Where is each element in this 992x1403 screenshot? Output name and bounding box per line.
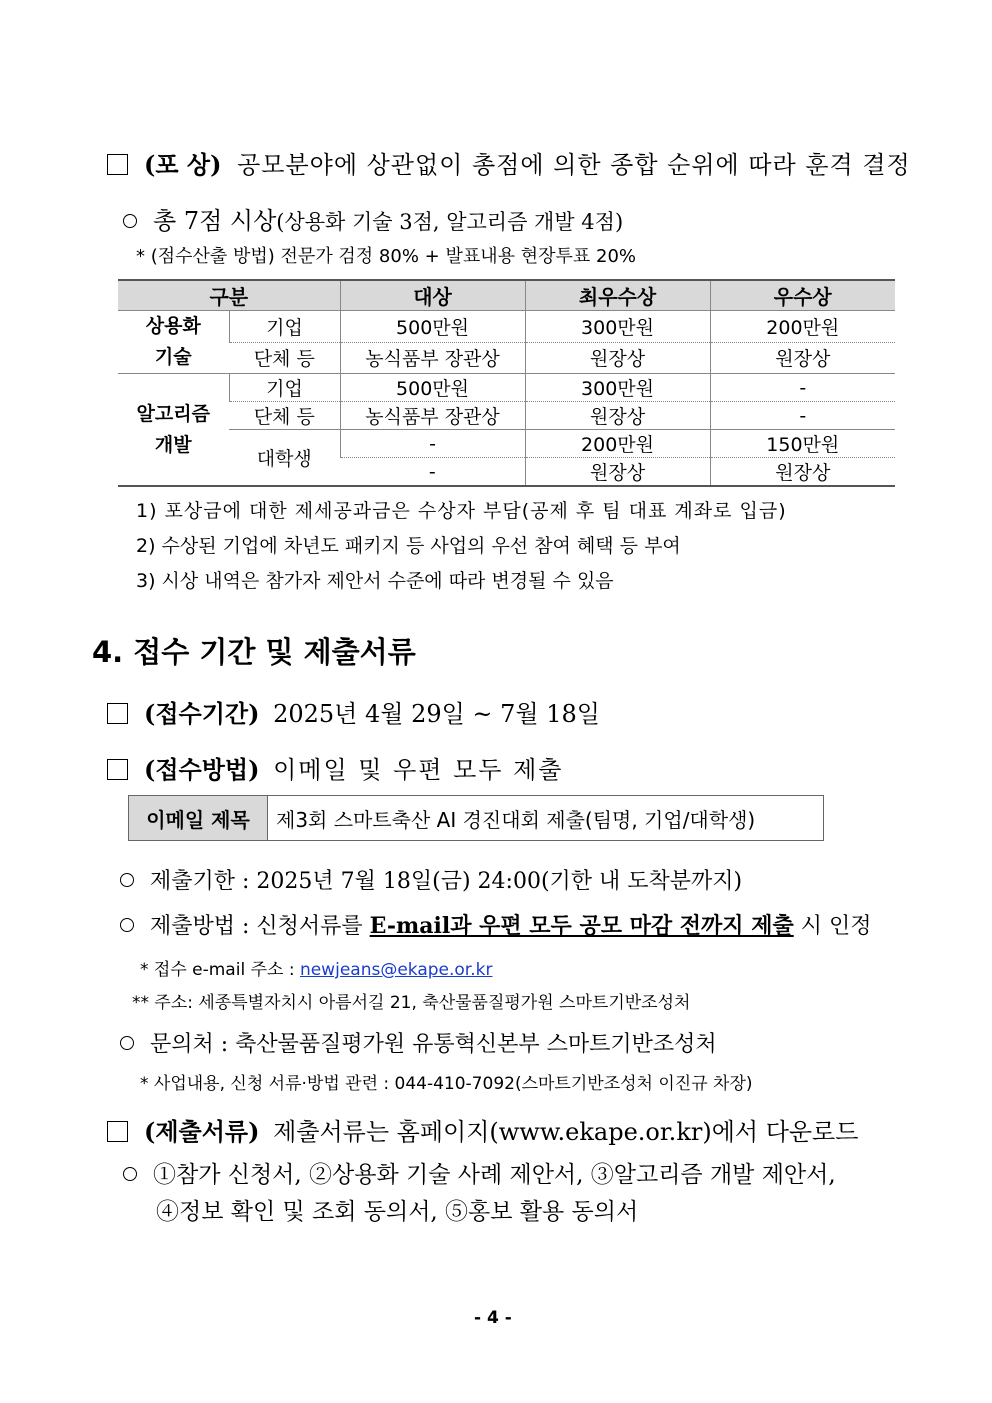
header-grand-prize: 대상 bbox=[340, 280, 525, 311]
submit-method-post: 시 인정 bbox=[793, 914, 872, 939]
address-note: ** 주소: 세종특별자치시 아름서길 21, 축산물품질평가원 스마트기반조성처 bbox=[132, 993, 691, 1013]
award-heading bbox=[107, 145, 911, 180]
email-subject-value: 제3회 스마트축산 AI 경진대회 제출(팀명, 기업/대학생) bbox=[276, 807, 756, 832]
table-row bbox=[118, 430, 895, 458]
table-cell: 300만원 bbox=[525, 374, 710, 402]
docs-list-text-1: ①참가 신청서, ②상용화 기술 사례 제안서, ③알고리즘 개발 제안서, bbox=[153, 1162, 836, 1188]
page-number: - 4 - bbox=[474, 1308, 512, 1328]
period-line bbox=[107, 694, 600, 729]
table-cell: 원장상 bbox=[525, 402, 710, 430]
group-label-line: 개발 bbox=[154, 433, 192, 456]
table-row bbox=[118, 342, 895, 374]
table-cell: 150만원 bbox=[710, 430, 895, 458]
award-note-1: 1) 포상금에 대한 제세공과금은 수상자 부담(공제 후 팀 대표 계좌로 입금) bbox=[136, 500, 787, 522]
docs-text: 제출서류는 홈페이지(www.ekape.or.kr)에서 다운로드 bbox=[273, 1118, 859, 1146]
email-subject-label: 이메일 제목 bbox=[129, 796, 268, 840]
square-bullet-icon bbox=[107, 703, 128, 724]
square-bullet-icon bbox=[107, 759, 128, 780]
table-row bbox=[118, 402, 895, 430]
award-note-2: 2) 수상된 기업에 차년도 패키지 등 사업의 우선 참여 혜택 등 부여 bbox=[136, 535, 681, 557]
header-excellence-prize: 최우수상 bbox=[525, 280, 710, 311]
table-cell: 원장상 bbox=[710, 458, 895, 487]
email-link[interactable]: newjeans@ekape.or.kr bbox=[299, 960, 493, 980]
table-cell: 300만원 bbox=[525, 311, 710, 343]
contact-note: * 사업내용, 신청 서류·방법 관련 : 044-410-7092(스마트기반조성처 이진규 차장) bbox=[140, 1074, 753, 1094]
award-note-3: 3) 시상 내역은 참가자 제안서 수준에 따라 변경될 수 있음 bbox=[136, 570, 614, 592]
award-total-main: 총 7점 시상 bbox=[153, 207, 277, 235]
table-cell: 원장상 bbox=[525, 342, 710, 374]
group-commercial-tech bbox=[118, 311, 229, 374]
period-text: 2025년 4월 29일 ~ 7월 18일 bbox=[273, 700, 600, 728]
table-cell: 200만원 bbox=[710, 311, 895, 343]
header-category: 구분 bbox=[118, 280, 340, 311]
table-row bbox=[118, 374, 895, 402]
square-bullet-icon bbox=[107, 154, 128, 175]
deadline-text: 제출기한 : 2025년 7월 18일(금) 24:00(기한 내 도착분까지) bbox=[150, 869, 743, 894]
table-cell: 200만원 bbox=[525, 430, 710, 458]
table-cell: 농식품부 장관상 bbox=[340, 402, 525, 430]
submit-method-pre: 제출방법 : 신청서류를 bbox=[150, 914, 370, 939]
group-label-line: 기술 bbox=[154, 346, 192, 368]
method-label: (접수방법) bbox=[144, 755, 260, 784]
contact-line bbox=[120, 1027, 717, 1058]
docs-list-line-1 bbox=[123, 1156, 836, 1189]
table-cell: - bbox=[340, 430, 525, 458]
sub-university: 대학생 bbox=[256, 448, 312, 470]
circle-bullet-icon bbox=[123, 1167, 137, 1181]
sub-group: 단체 등 bbox=[229, 402, 340, 430]
table-cell: - bbox=[428, 460, 436, 483]
table-header-row bbox=[118, 280, 895, 311]
table-cell: 500만원 bbox=[340, 311, 525, 343]
method-text: 이메일 및 우편 모두 제출 bbox=[273, 756, 564, 784]
docs-label: (제출서류) bbox=[144, 1117, 260, 1146]
email-note-label: * 접수 e-mail 주소 : bbox=[140, 960, 300, 980]
sub-company: 기업 bbox=[229, 311, 340, 343]
table-row bbox=[118, 311, 895, 343]
circle-bullet-icon bbox=[120, 873, 134, 887]
table-cell: 원장상 bbox=[525, 458, 710, 487]
submit-method-emphasis: E-mail과 우편 모두 공모 마감 전까지 제출 bbox=[369, 913, 794, 939]
award-total-detail: (상용화 기술 3점, 알고리즘 개발 4점) bbox=[276, 210, 624, 234]
award-total bbox=[123, 201, 623, 236]
group-algorithm-dev bbox=[118, 374, 229, 487]
scoring-note: * (점수산출 방법) 전문가 검정 80% + 발표내용 현장투표 20% bbox=[136, 246, 637, 267]
award-heading-label: (포 상) bbox=[144, 150, 222, 179]
docs-list-line-2: ④정보 확인 및 조회 동의서, ⑤홍보 활용 동의서 bbox=[156, 1199, 639, 1225]
submit-method-line bbox=[120, 909, 871, 940]
table-cell: 농식품부 장관상 bbox=[340, 342, 525, 374]
email-subject-box bbox=[128, 795, 824, 841]
contact-text: 문의처 : 축산물품질평가원 유통혁신본부 스마트기반조성처 bbox=[150, 1032, 717, 1057]
table-cell: - bbox=[710, 402, 895, 430]
method-line bbox=[107, 750, 563, 785]
table-cell: 원장상 bbox=[710, 342, 895, 374]
table-cell: 500만원 bbox=[340, 374, 525, 402]
sub-group: 단체 등 bbox=[229, 342, 340, 374]
circle-bullet-icon bbox=[123, 214, 137, 228]
group-label-line: 상용화 bbox=[145, 315, 201, 337]
section-4-title: 4. 접수 기간 및 제출서류 bbox=[92, 635, 416, 669]
award-table bbox=[118, 279, 895, 487]
header-merit-prize: 우수상 bbox=[710, 280, 895, 311]
docs-line bbox=[107, 1112, 858, 1147]
square-bullet-icon bbox=[107, 1121, 128, 1142]
circle-bullet-icon bbox=[120, 918, 134, 932]
sub-company: 기업 bbox=[229, 374, 340, 402]
deadline-line bbox=[120, 864, 742, 895]
table-cell: - bbox=[710, 374, 895, 402]
group-label-line: 알고리즘 bbox=[136, 402, 210, 425]
period-label: (접수기간) bbox=[144, 699, 260, 728]
circle-bullet-icon bbox=[120, 1036, 134, 1050]
award-heading-text: 공모분야에 상관없이 총점에 의한 종합 순위에 따라 훈격 결정 bbox=[237, 151, 911, 179]
email-note bbox=[140, 955, 492, 980]
